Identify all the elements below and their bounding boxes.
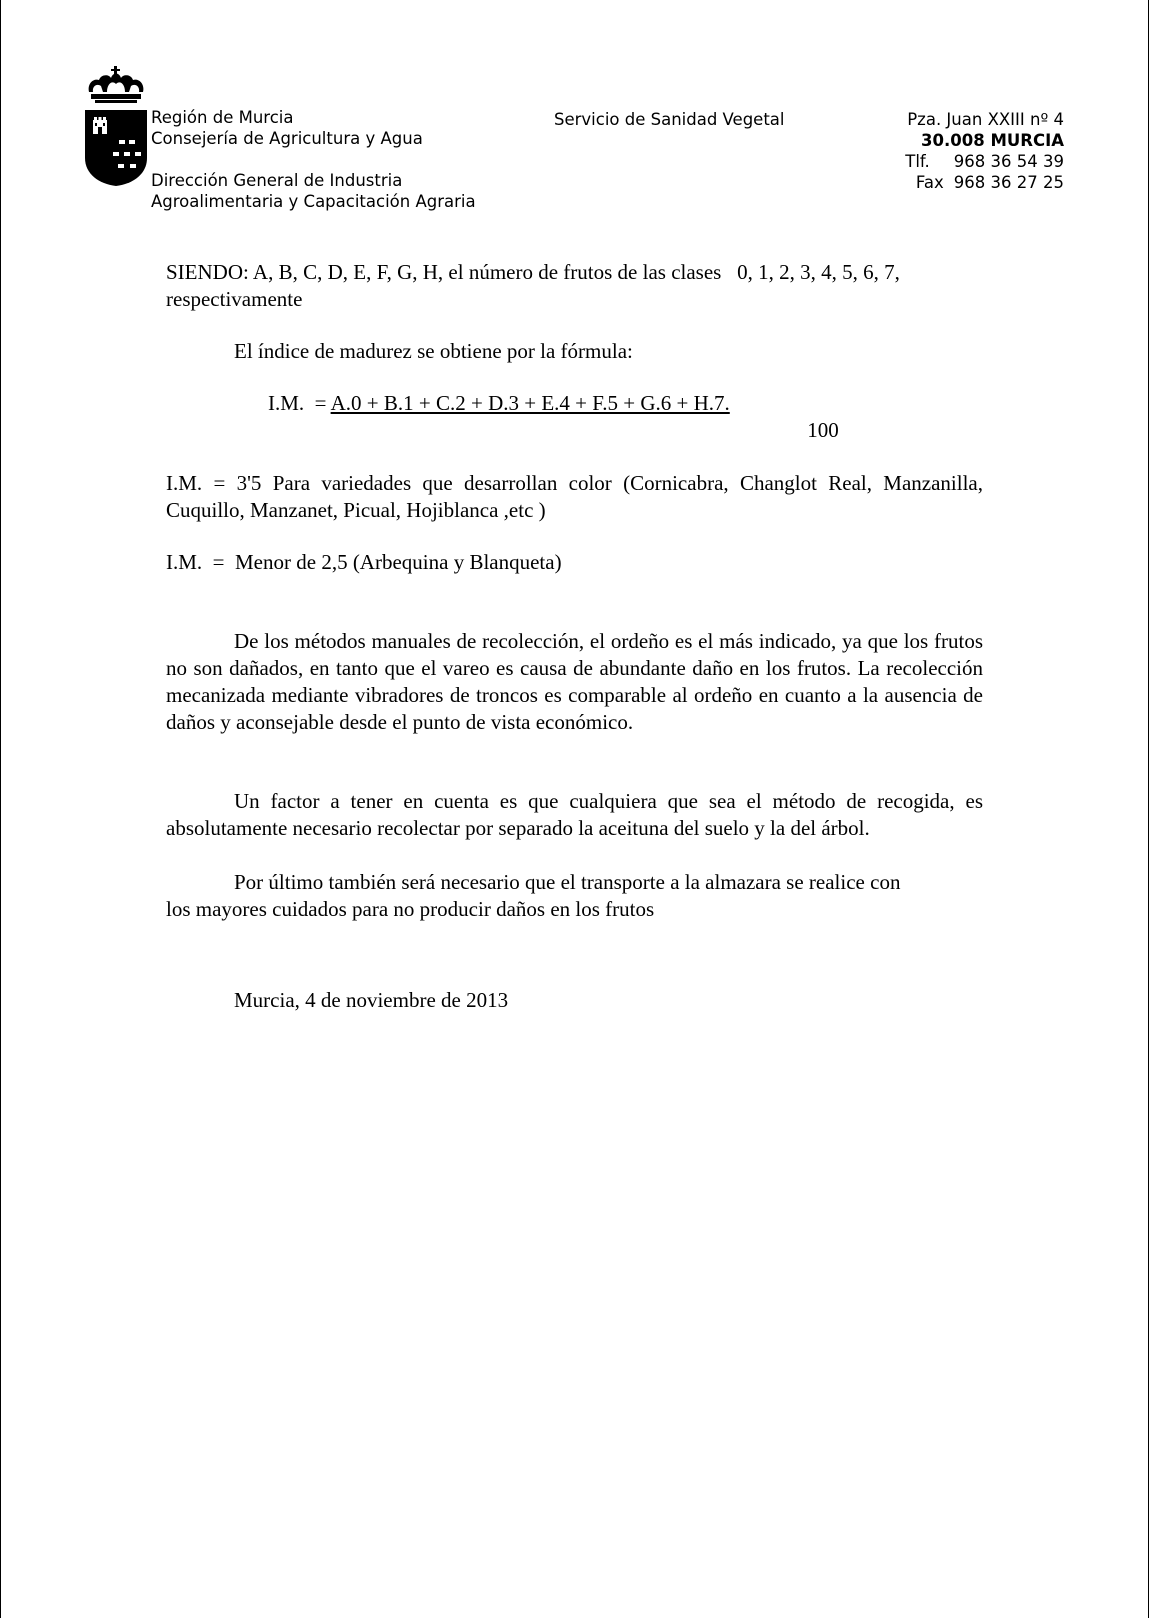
formula-intro: El índice de madurez se obtiene por la fórmula: xyxy=(234,339,633,363)
address-street: Pza. Juan XXIII nº 4 xyxy=(907,110,1064,129)
siendo-definition xyxy=(166,259,983,313)
paragraph-factor: Un factor a tener en cuenta es que cualquiera que sea el método de recogida, es absolutamente necesario recolectar por separado la aceituna del suelo y la del árbol. xyxy=(166,789,983,840)
formula-label: I.M. = xyxy=(268,391,327,415)
header-service: Servicio de Sanidad Vegetal xyxy=(554,110,785,129)
formula-denominator: 100 xyxy=(807,418,839,442)
transporte-line-1: Por último también será necesario que el transporte a la almazara se realice con xyxy=(234,870,901,894)
transporte-line-2: los mayores cuidados para no producir daños en los frutos xyxy=(166,897,655,921)
phone-label: Tlf. xyxy=(905,152,930,171)
paragraph-transporte xyxy=(166,869,983,923)
header-address xyxy=(905,109,1064,193)
fax-label: Fax xyxy=(915,173,944,192)
im-arbequina: I.M. = Menor de 2,5 (Arbequina y Blanqueta) xyxy=(166,550,562,574)
im-color-varieties: I.M. = 3'5 Para variedades que desarrollan color (Cornicabra, Changlot Real, Manzanilla, Cuquillo, Manzanet, Picual, Hojiblanca ,etc ) xyxy=(166,471,983,522)
maturity-index-formula xyxy=(268,390,839,442)
phone-number: 968 36 54 39 xyxy=(953,152,1064,171)
directorate-line-2: Agroalimentaria y Capacitación Agraria xyxy=(151,192,476,211)
paragraph-recoleccion: De los métodos manuales de recolección, el ordeño es el más indicado, ya que los frutos no son dañados, en tanto que el vareo es causa de abundante daño en los frutos. La recolección mecanizada mediante vibradores de troncos es comparable al ordeño en cuanto a la ausencia de daños y aconsejable desde el punto de vista económico. xyxy=(166,629,983,734)
region-crest-logo xyxy=(85,66,147,190)
formula-numerator: A.0 + B.1 + C.2 + D.3 + E.4 + F.5 + G.6 + H.7. xyxy=(330,391,730,415)
siendo-line-1: SIENDO: A, B, C, D, E, F, G, H, el número de frutos de las clases 0, 1, 2, 3, 4, 5, 6, 7, xyxy=(166,260,900,284)
siendo-line-2: respectivamente xyxy=(166,287,303,311)
address-fax xyxy=(905,172,1064,193)
directorate-line-1: Dirección General de Industria xyxy=(151,171,403,190)
org-name: Región de Murcia xyxy=(151,108,294,127)
fax-number: 968 36 27 25 xyxy=(953,173,1064,192)
header-organization xyxy=(151,107,476,212)
address-phone xyxy=(905,151,1064,172)
date-line: Murcia, 4 de noviembre de 2013 xyxy=(234,988,509,1012)
address-city: 30.008 MURCIA xyxy=(921,131,1064,150)
org-department: Consejería de Agricultura y Agua xyxy=(151,129,423,148)
